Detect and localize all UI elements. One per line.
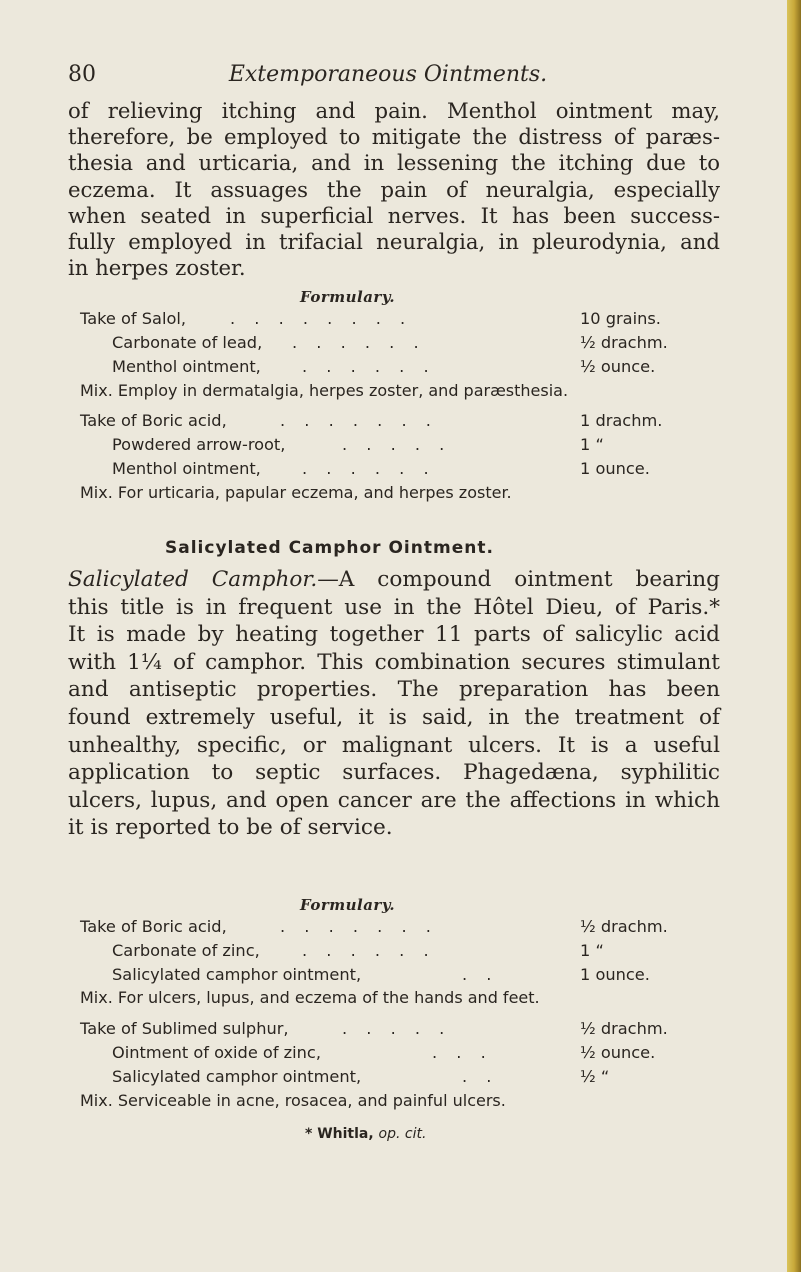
ingredient: Take of Sublimed sulphur, [80,1019,289,1038]
text-line: with 1¼ of camphor. This combination secures stimulant [68,649,720,675]
ingredient: Powdered arrow-root, [112,435,286,454]
recipe-line: Menthol ointment, . . . . . . 1 ounce. [112,459,650,478]
amount: 1 ounce. [580,459,650,478]
footnote-text: * Whitla, [305,1126,374,1142]
text-line: thesia and urticaria, and in lessening the itching due to [68,150,720,176]
text-line: and antiseptic properties. The preparation has been [68,677,720,703]
amount: 1 “ [580,941,604,960]
amount: ½ ounce. [580,1043,656,1062]
text-line: ulcers, lupus, and open cancer are the affections in which [68,787,720,813]
text-line: found extremely useful, it is said, in the treatment of [68,704,720,730]
recipe-line: Carbonate of lead, . . . . . . ½ drachm. [112,333,668,352]
text-line [68,566,720,594]
ingredient: Carbonate of zinc, [112,941,260,960]
mix-note: Mix. Employ in dermatalgia, herpes zoster, and parӕsthesia. [80,381,569,400]
text-line: application to septic surfaces. Phagedӕna, syphilitic [68,760,720,786]
ingredient: Ointment of oxide of zinc, [112,1043,321,1062]
ingredient: Menthol ointment, [112,459,261,478]
ingredient: Salicylated camphor ointment, [112,965,362,984]
recipe-line: Powdered arrow-root, . . . . . 1 “ [112,435,604,454]
page-number: 80 [68,62,96,87]
text-line: of relieving itching and pain. Menthol ointment may, [68,98,720,123]
footnote-cite: op. cit. [378,1126,427,1142]
running-header [68,62,708,92]
amount: ½ “ [580,1067,610,1086]
recipe-line: Salicylated camphor ointment, . . ½ “ [112,1067,610,1086]
section-heading: Salicylated Camphor Ointment. [165,538,494,558]
ingredient: Menthol ointment, [112,357,261,376]
recipe-line: Take of Boric acid, . . . . . . . 1 drachm. [80,411,663,430]
running-title: Extemporaneous Ointments. [228,62,548,87]
recipe-line: Take of Sublimed sulphur, . . . . . ½ drachm. [80,1019,668,1038]
recipe-line: Menthol ointment, . . . . . . ½ ounce. [112,357,656,376]
lead-term: Salicylated Camphor. [68,567,318,592]
text-line: it is reported to be of service. [68,815,393,841]
paragraph-1 [68,98,720,281]
footnote [305,1126,426,1142]
text-line: in herpes zoster. [68,255,246,281]
amount: 1 “ [580,435,604,454]
mix-note: Mix. Serviceable in acne, rosacea, and painful ulcers. [80,1091,506,1110]
formulary-heading: Formulary. [300,288,396,306]
page-edge [787,0,801,1272]
amount: ½ drachm. [580,333,668,352]
recipe-line: Ointment of oxide of zinc, . . . ½ ounce. [112,1043,656,1062]
text-line: unhealthy, specific, or malignant ulcers. It is a useful [68,732,720,758]
amount: ½ ounce. [580,357,656,376]
formulary-heading: Formulary. [300,896,396,914]
ingredient: Take of Salol, [80,309,187,328]
text-line: when seated in superficial nerves. It has been success- [68,202,720,228]
recipe-line: Salicylated camphor ointment, . . 1 ounce. [112,965,650,984]
amount: 10 grains. [580,309,661,328]
text-line: fully employed in trifacial neuralgia, in pleurodynia, and [68,229,720,255]
amount: ½ drachm. [580,1019,668,1038]
text-line: therefore, be employed to mitigate the distress of parӕs- [68,124,720,150]
text-line: this title is in frequent use in the Hôtel Dieu, of Paris.* [68,594,720,620]
amount: ½ drachm. [580,917,668,936]
text-fragment: —A compound ointment bearing [317,567,720,592]
amount: 1 drachm. [580,411,663,430]
ingredient: Salicylated camphor ointment, [112,1067,362,1086]
text-line: It is made by heating together 11 parts of salicylic acid [68,622,720,648]
recipe-line: Carbonate of zinc, . . . . . . 1 “ [112,941,604,960]
amount: 1 ounce. [580,965,650,984]
recipe-line: Take of Salol, . . . . . . . . 10 grains. [80,309,661,328]
mix-note: Mix. For urticaria, papular eczema, and herpes zoster. [80,483,512,502]
mix-note: Mix. For ulcers, lupus, and eczema of the hands and feet. [80,988,540,1007]
paragraph-2 [68,566,720,842]
ingredient: Take of Boric acid, [80,411,227,430]
ingredient: Carbonate of lead, [112,333,263,352]
recipe-line: Take of Boric acid, . . . . . . . ½ drachm. [80,917,668,936]
text-line: eczema. It assuages the pain of neuralgia, especially [68,176,720,202]
ingredient: Take of Boric acid, [80,917,227,936]
